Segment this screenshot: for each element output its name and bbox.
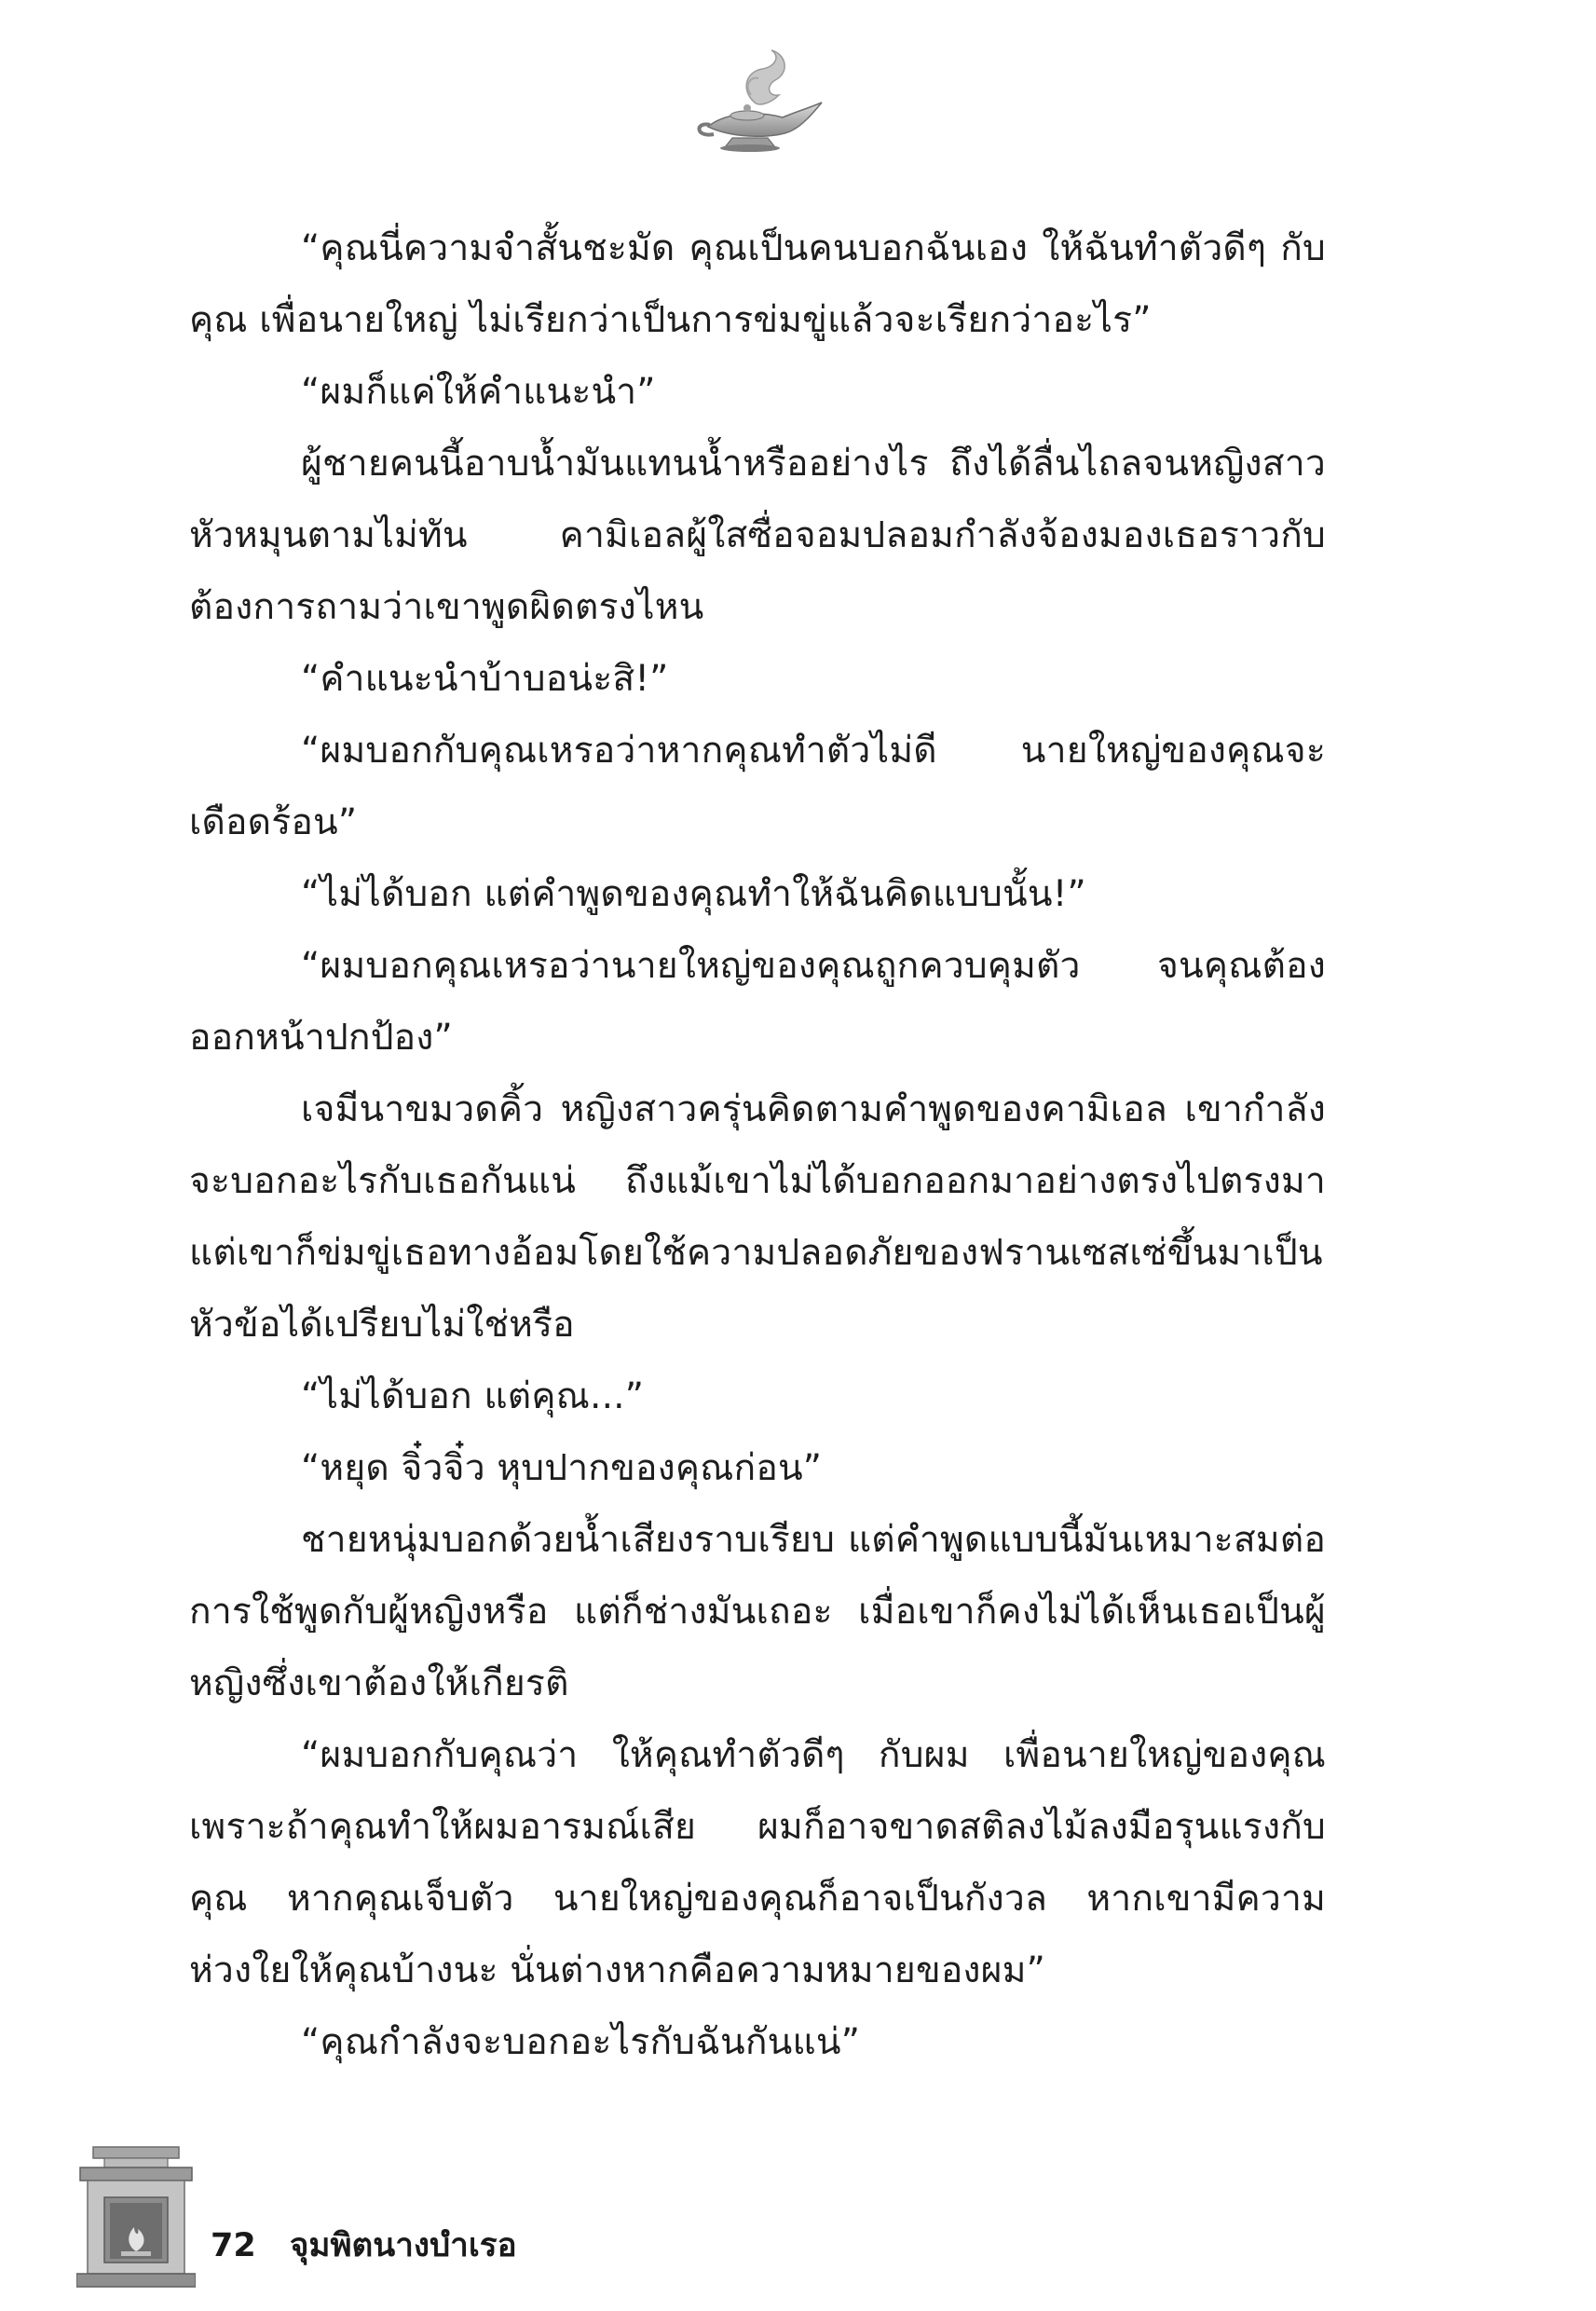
genie-lamp-icon <box>689 48 829 160</box>
paragraph: เจมีนาขมวดคิ้ว หญิงสาวครุ่นคิดตามคำพูดของคามิเอล เขากำลังจะบอกอะไรกับเธอกันแน่ ถึงแม้เขาไม่ได้บอกออกมาอย่างตรงไปตรงมา แต่เขาก็ข่มขู่เธอทางอ้อมโดยใช้ความปลอดภัยของฟรานเซสเซ่ขึ้นมาเป็นหัวข้อได้เปรียบไม่ใช่หรือ <box>189 1088 1326 1346</box>
paragraph: “ผมบอกกับคุณเหรอว่าหากคุณทำตัวไม่ดี นายใหญ่ของคุณจะเดือดร้อน” <box>189 730 1326 843</box>
paragraph: ผู้ชายคนนี้อาบน้ำมันแทนน้ำหรืออย่างไร ถึงได้ลื่นไถลจนหญิงสาวหัวหมุนตามไม่ทัน คามิเอลผู้ใสซื่อจอมปลอมกำลังจ้องมองเธอราวกับต้องการถามว่าเขาพูดผิดตรงไหน <box>189 443 1326 628</box>
paragraph: “ไม่ได้บอก แต่คำพูดของคุณทำให้ฉันคิดแบบนั้น!” <box>301 873 1086 915</box>
page-footer <box>211 2220 517 2271</box>
page-number: 72 <box>211 2227 256 2264</box>
story-text <box>189 212 1326 2078</box>
paragraph: “คุณกำลังจะบอกอะไรกับฉันกันแน่” <box>301 2021 861 2063</box>
paragraph: “ผมก็แค่ให้คำแนะนำ” <box>301 371 656 413</box>
paragraph: “ไม่ได้บอก แต่คุณ...” <box>301 1375 645 1417</box>
fireplace-icon <box>76 2140 196 2289</box>
paragraph: ชายหนุ่มบอกด้วยน้ำเสียงราบเรียบ แต่คำพูดแบบนี้มันเหมาะสมต่อการใช้พูดกับผู้หญิงหรือ แต่ก็ช่างมันเถอะ เมื่อเขาก็คงไม่ได้เห็นเธอเป็นผู้หญิงซึ่งเขาต้องให้เกียรติ <box>189 1519 1326 1704</box>
paragraph: “ผมบอกกับคุณว่า ให้คุณทำตัวดีๆ กับผม เพื่อนายใหญ่ของคุณ เพราะถ้าคุณทำให้ผมอารมณ์เสีย ผมก็อาจขาดสติลงไม้ลงมือรุนแรงกับคุณ หากคุณเจ็บตัว นายใหญ่ของคุณก็อาจเป็นกังวล หากเขามีความห่วงใยให้คุณบ้างนะ นั่นต่างหากคือความหมายของผม” <box>189 1734 1326 1991</box>
paragraph: “คุณนี่ความจำสั้นชะมัด คุณเป็นคนบอกฉันเอง ให้ฉันทำตัวดีๆ กับคุณ เพื่อนายใหญ่ ไม่เรียกว่าเป็นการข่มขู่แล้วจะเรียกว่าอะไร” <box>189 227 1326 341</box>
paragraph: “หยุด จิ๋วจิ๋ว หุบปากของคุณก่อน” <box>301 1447 823 1489</box>
paragraph: “ผมบอกคุณเหรอว่านายใหญ่ของคุณถูกควบคุมตัว จนคุณต้องออกหน้าปกป้อง” <box>189 945 1326 1059</box>
paragraph: “คำแนะนำบ้าบอน่ะสิ!” <box>301 658 669 700</box>
book-title: จุมพิตนางบำเรอ <box>289 2227 517 2264</box>
